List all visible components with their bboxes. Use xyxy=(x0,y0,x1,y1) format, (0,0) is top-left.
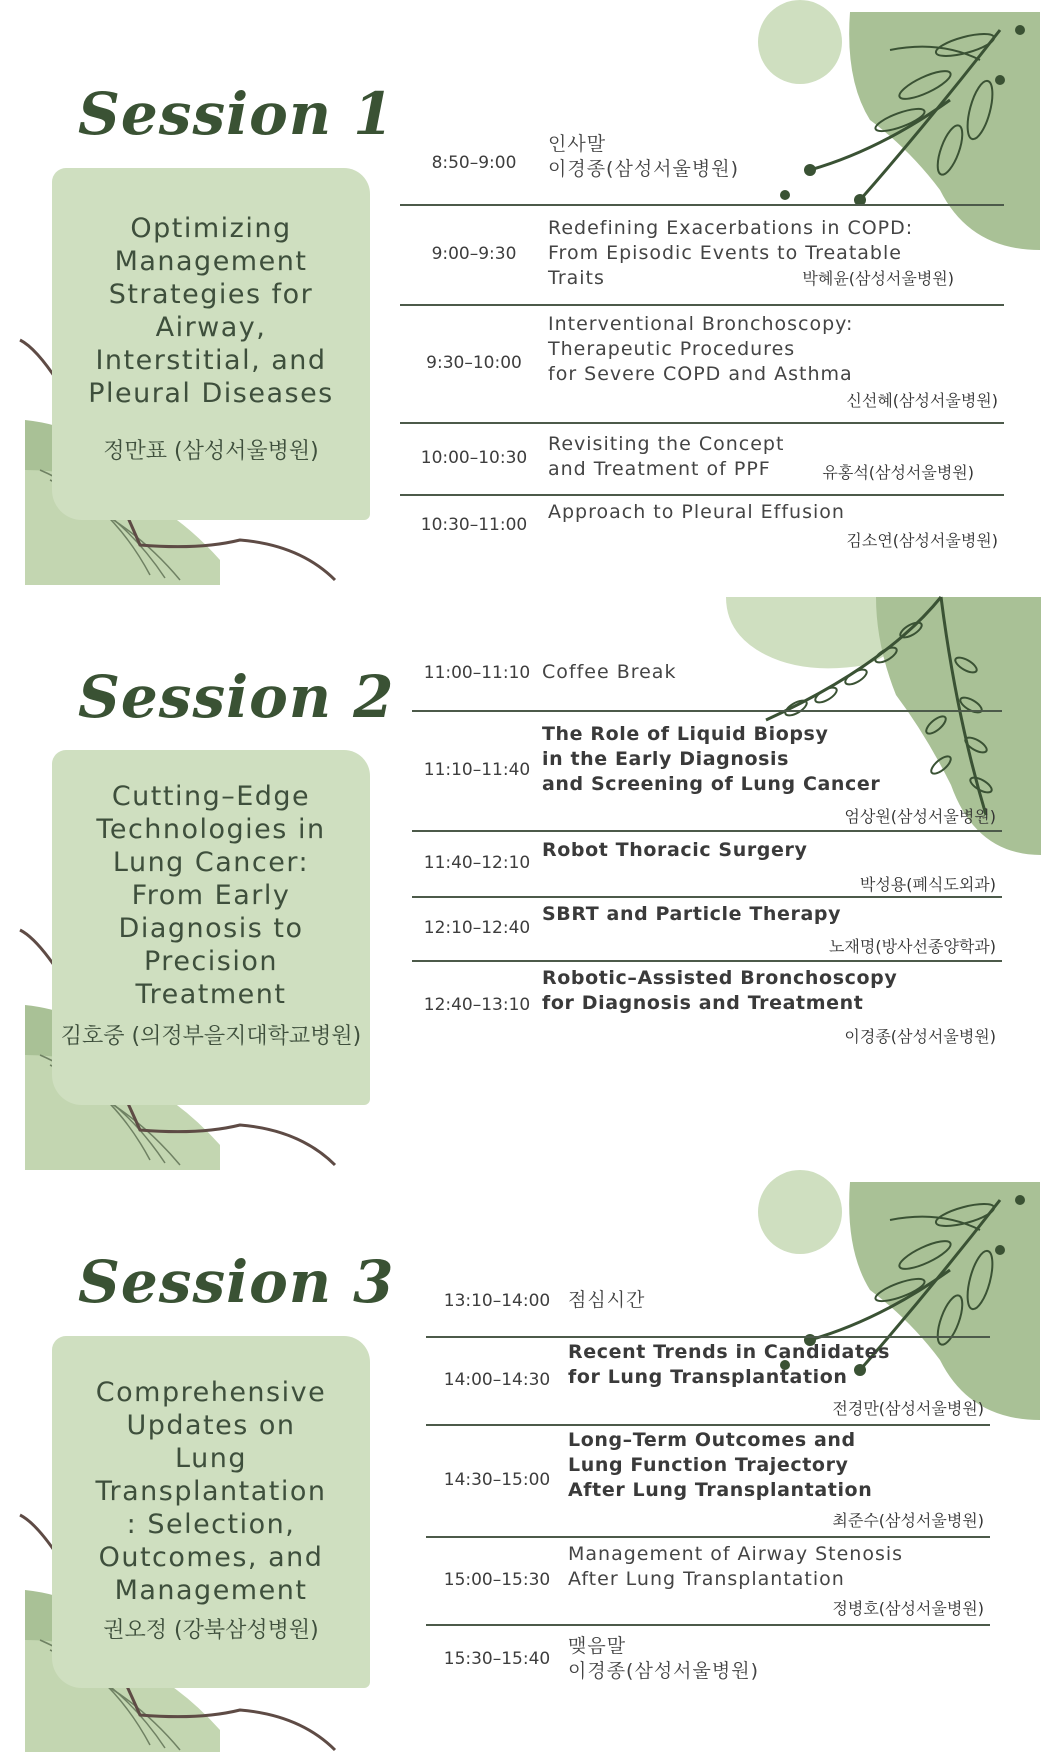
session-topic: Comprehensive Updates on Lung Transplantation : Selection, Outcomes, and Management xyxy=(95,1377,327,1606)
time-slot: 13:10–14:00 xyxy=(443,1291,551,1311)
talk-title: Revisiting the Concept and Treatment of PPF xyxy=(548,433,785,480)
schedule-row xyxy=(426,1536,990,1626)
schedule-row xyxy=(426,1624,990,1694)
schedule-row xyxy=(426,1424,990,1538)
speaker-name: 유홍석(삼성서울병원) xyxy=(822,463,974,482)
schedule-row xyxy=(400,122,1004,206)
talk-title: The Role of Liquid Biopsy in the Early Diagnosis and Screening of Lung Cancer xyxy=(542,723,881,795)
schedule-row xyxy=(412,960,1002,1050)
session-1 xyxy=(0,0,1051,585)
session-3 xyxy=(0,1170,1051,1752)
talk-title: Long–Term Outcomes and Lung Function Trajectory After Lung Transplantation xyxy=(568,1429,873,1501)
talk-title: 점심시간 xyxy=(568,1289,646,1311)
session-title: Session 1 xyxy=(78,80,395,148)
time-slot: 8:50–9:00 xyxy=(431,153,517,173)
time-slot: 11:40–12:10 xyxy=(423,853,531,873)
talk-title: Coffee Break xyxy=(542,661,677,683)
speaker-name: 이경종(삼성서울병원) xyxy=(844,1027,996,1046)
talk-title: 맺음말 이경종(삼성서울병원) xyxy=(568,1635,760,1682)
session-2 xyxy=(0,585,1051,1170)
time-slot: 14:00–14:30 xyxy=(443,1370,551,1390)
speaker-name: 김소연(삼성서울병원) xyxy=(846,531,998,550)
schedule-row xyxy=(400,422,1004,496)
time-slot: 15:30–15:40 xyxy=(443,1649,551,1669)
time-slot: 10:30–11:00 xyxy=(420,515,528,535)
schedule-row xyxy=(400,204,1004,306)
talk-title: Approach to Pleural Effusion xyxy=(548,501,845,523)
session-title: Session 3 xyxy=(78,1248,395,1316)
session-chair: 정만표 (삼성서울병원) xyxy=(103,439,319,464)
time-slot: 12:40–13:10 xyxy=(423,995,531,1015)
talk-title: Robot Thoracic Surgery xyxy=(542,839,808,861)
talk-title: Management of Airway Stenosis After Lung Transplantation xyxy=(568,1543,904,1590)
session-topic-card xyxy=(52,750,370,1105)
schedule-row xyxy=(426,1266,990,1338)
time-slot: 15:00–15:30 xyxy=(443,1570,551,1590)
speaker-name: 박혜윤(삼성서울병원) xyxy=(802,269,954,288)
speaker-name: 노재명(방사선종양학과) xyxy=(828,937,996,956)
speaker-name: 엄상원(삼성서울병원) xyxy=(844,807,996,826)
time-slot: 11:00–11:10 xyxy=(423,662,531,683)
talk-title: SBRT and Particle Therapy xyxy=(542,903,842,925)
talk-title: 인사말 이경종(삼성서울병원) xyxy=(548,133,740,180)
talk-title: Redefining Exacerbations in COPD: From Episodic Events to Treatable Traits xyxy=(548,217,914,289)
session-chair: 김호중 (의정부을지대학교병원) xyxy=(60,1024,362,1049)
time-slot: 9:30–10:00 xyxy=(426,353,522,373)
schedule-row xyxy=(412,830,1002,898)
time-slot: 10:00–10:30 xyxy=(420,448,528,468)
session-topic: Cutting–Edge Technologies in Lung Cancer: From Early Diagnosis to Precision Treatment xyxy=(96,781,326,1010)
session-title: Session 2 xyxy=(78,663,395,731)
schedule-row xyxy=(426,1336,990,1426)
time-slot: 14:30–15:00 xyxy=(443,1470,551,1490)
speaker-name: 전경만(삼성서울병원) xyxy=(832,1399,984,1418)
session-topic-card xyxy=(52,168,370,520)
session-topic-card xyxy=(52,1336,370,1688)
speaker-name: 박성용(폐식도외과) xyxy=(859,875,996,894)
speaker-name: 신선혜(삼성서울병원) xyxy=(846,391,998,410)
schedule-row xyxy=(400,494,1004,556)
speaker-name: 정병호(삼성서울병원) xyxy=(832,1599,984,1618)
speaker-name: 최준수(삼성서울병원) xyxy=(832,1511,984,1530)
schedule-row xyxy=(412,635,1002,712)
schedule-row xyxy=(400,304,1004,424)
time-slot: 11:10–11:40 xyxy=(423,760,531,780)
session-topic: Optimizing Management Strategies for Airway, Interstitial, and Pleural Diseases xyxy=(88,213,334,409)
time-slot: 9:00–9:30 xyxy=(431,244,517,264)
talk-title: Robotic–Assisted Bronchoscopy for Diagnosis and Treatment xyxy=(542,967,898,1014)
talk-title: Interventional Bronchoscopy: Therapeutic Procedures for Severe COPD and Asthma xyxy=(548,313,854,385)
schedule-row xyxy=(412,896,1002,962)
time-slot: 12:10–12:40 xyxy=(423,918,531,938)
session-chair: 권오정 (강북삼성병원) xyxy=(103,1618,319,1643)
talk-title: Recent Trends in Candidates for Lung Transplantation xyxy=(568,1341,891,1388)
schedule-row xyxy=(412,710,1002,832)
